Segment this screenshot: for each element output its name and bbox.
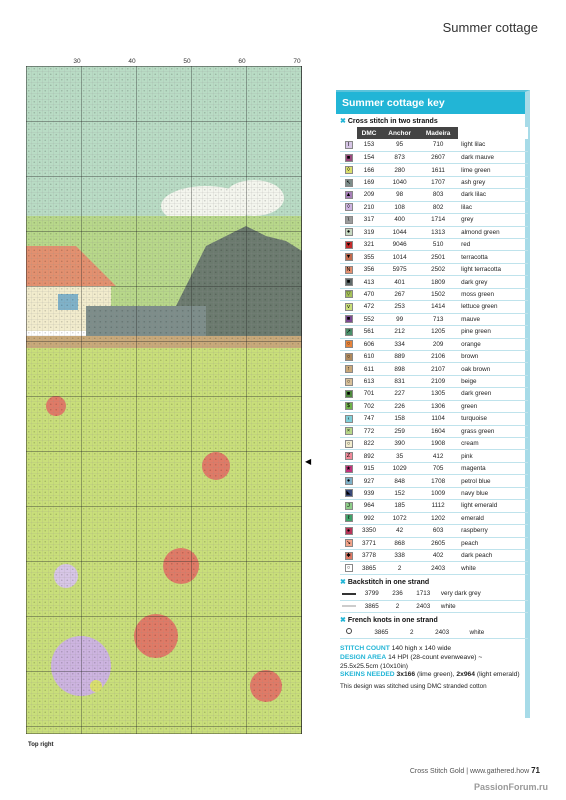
- cell-madeira: 802: [418, 201, 458, 213]
- cell-dmc: 3350: [357, 525, 381, 537]
- stitch-count: STITCH COUNT 140 high x 140 wide: [340, 645, 452, 653]
- table-row: 3865 2 2403 white: [340, 600, 528, 612]
- thread-symbol-icon: ▽: [346, 291, 351, 298]
- cell-dmc: 552: [357, 313, 381, 325]
- page-title: Summer cottage: [442, 20, 538, 35]
- cell-name: dark mauve: [458, 151, 528, 163]
- cell-madeira: 1112: [418, 500, 458, 512]
- thread-symbol-icon: v: [345, 303, 353, 311]
- cell-dmc: 3865: [357, 562, 381, 574]
- cell-madeira: 1104: [418, 413, 458, 425]
- cell-anchor: 1072: [381, 512, 418, 524]
- x-icon: ✖: [340, 118, 346, 125]
- cell-anchor: 227: [381, 388, 418, 400]
- table-row: [340, 214, 528, 226]
- x-icon: ✖: [340, 617, 346, 625]
- cell-name: terracotta: [458, 251, 528, 263]
- chart-grid: [26, 66, 302, 734]
- cell-name: turquoise: [458, 413, 528, 425]
- table-row: [340, 413, 528, 425]
- cell-name: lettuce green: [458, 301, 528, 313]
- backstitch-section-title: ✖ Backstitch in one strand: [340, 578, 430, 586]
- cell-anchor: 868: [381, 537, 418, 549]
- cell-madeira: 1908: [418, 438, 458, 450]
- thread-symbol-icon: ○: [345, 340, 353, 348]
- cell-name: almond green: [458, 226, 528, 238]
- cell-name: lilac: [458, 201, 528, 213]
- cell-name: brown: [458, 350, 528, 362]
- cell-name: red: [458, 239, 528, 251]
- cell-madeira: 2501: [418, 251, 458, 263]
- thread-symbol-icon: ×: [345, 427, 353, 435]
- cell-anchor: 212: [381, 326, 418, 338]
- thread-symbol-icon: ●: [345, 477, 353, 485]
- table-row: [340, 400, 528, 412]
- thread-symbol-icon: ↗: [346, 328, 351, 335]
- thread-symbol-icon: ★: [346, 465, 351, 472]
- cell-dmc: 210: [357, 201, 381, 213]
- cell-name: pine green: [458, 326, 528, 338]
- table-row: [340, 201, 528, 213]
- cell-anchor: 1029: [381, 462, 418, 474]
- cell-madeira: 2403: [418, 562, 458, 574]
- cell-madeira: 510: [418, 239, 458, 251]
- table-row: [340, 226, 528, 238]
- cross-stitch-section-title: ✖ Cross stitch in two strands: [340, 118, 438, 125]
- thread-symbol-icon: $: [345, 402, 353, 410]
- table-row: [340, 350, 528, 362]
- cell-anchor: 108: [381, 201, 418, 213]
- thread-symbol-icon: I: [345, 141, 353, 149]
- table-row: [340, 263, 528, 275]
- cell-dmc: 992: [357, 512, 381, 524]
- cell-dmc: 166: [357, 164, 381, 176]
- cell-madeira: 1306: [418, 400, 458, 412]
- table-row: [340, 487, 528, 499]
- cell-madeira: 1809: [418, 276, 458, 288]
- thread-symbol-icon: ◣: [346, 490, 351, 497]
- table-row: [340, 326, 528, 338]
- cell-madeira: 2605: [418, 537, 458, 549]
- table-row: [340, 338, 528, 350]
- cell-madeira: 1305: [418, 388, 458, 400]
- cell-anchor: 5975: [381, 263, 418, 275]
- cell-name: raspberry: [458, 525, 528, 537]
- cell-anchor: 158: [381, 413, 418, 425]
- cell-name: cream: [458, 438, 528, 450]
- cell-anchor: 95: [381, 139, 418, 151]
- cell-anchor: 400: [381, 214, 418, 226]
- backstitch-table: [340, 588, 528, 613]
- table-row: [340, 425, 528, 437]
- cell-madeira: 713: [418, 313, 458, 325]
- cell-madeira: 1205: [418, 326, 458, 338]
- table-row: [340, 189, 528, 201]
- cell-dmc: 939: [357, 487, 381, 499]
- table-row: [340, 500, 528, 512]
- cell-anchor: 873: [381, 151, 418, 163]
- cell-name: white: [458, 562, 528, 574]
- cell-name: lime green: [458, 164, 528, 176]
- axis-number-50: 50: [183, 58, 191, 65]
- cell-name: pink: [458, 450, 528, 462]
- thread-symbol-icon: ●: [345, 527, 353, 535]
- thread-symbol-icon: ▲: [345, 191, 352, 198]
- cell-anchor: 1044: [381, 226, 418, 238]
- cell-anchor: 898: [381, 363, 418, 375]
- cell-madeira: 1414: [418, 301, 458, 313]
- table-row: 3799 236 1713 very dark grey: [340, 588, 528, 600]
- table-row: [340, 363, 528, 375]
- thread-symbol-icon: Z: [345, 452, 353, 460]
- cell-name: navy blue: [458, 487, 528, 499]
- cell-dmc: 927: [357, 475, 381, 487]
- cell-madeira: 412: [418, 450, 458, 462]
- thread-symbol-icon: J: [345, 502, 353, 510]
- cell-anchor: 259: [381, 425, 418, 437]
- cell-dmc: 319: [357, 226, 381, 238]
- table-row: [340, 475, 528, 487]
- table-row: [340, 438, 528, 450]
- thread-symbol-icon: ↘: [346, 540, 351, 547]
- thread-symbol-icon: ○: [345, 564, 353, 572]
- cell-dmc: 606: [357, 338, 381, 350]
- key-panel: [336, 90, 530, 718]
- cell-dmc: 470: [357, 288, 381, 300]
- cell-dmc: 747: [357, 413, 381, 425]
- cell-madeira: 402: [418, 549, 458, 561]
- cell-name: light terracotta: [458, 263, 528, 275]
- cell-dmc: 561: [357, 326, 381, 338]
- cell-madeira: 1604: [418, 425, 458, 437]
- cell-dmc: 169: [357, 176, 381, 188]
- cell-dmc: 154: [357, 151, 381, 163]
- cell-madeira: 1714: [418, 214, 458, 226]
- cell-anchor: 831: [381, 375, 418, 387]
- thread-symbol-icon: ■: [345, 390, 353, 398]
- thread-symbol-icon: ▼: [345, 254, 352, 261]
- cell-madeira: 1502: [418, 288, 458, 300]
- cell-name: moss green: [458, 288, 528, 300]
- thread-symbol-icon: N: [345, 266, 353, 274]
- cross-stitch-table: [340, 127, 528, 575]
- cell-name: peach: [458, 537, 528, 549]
- french-knots-table: [340, 626, 528, 639]
- table-row: [340, 139, 528, 151]
- page-number: 71: [531, 766, 540, 775]
- cell-dmc: 701: [357, 388, 381, 400]
- cell-dmc: 153: [357, 139, 381, 151]
- cell-dmc: 892: [357, 450, 381, 462]
- cell-dmc: 472: [357, 301, 381, 313]
- cell-name: green: [458, 400, 528, 412]
- cell-name: petrol blue: [458, 475, 528, 487]
- cell-anchor: 280: [381, 164, 418, 176]
- thread-symbol-icon: ◊: [345, 203, 353, 211]
- cell-anchor: 185: [381, 500, 418, 512]
- table-row: [340, 288, 528, 300]
- cell-anchor: 42: [381, 525, 418, 537]
- cell-anchor: 152: [381, 487, 418, 499]
- cell-madeira: 1708: [418, 475, 458, 487]
- thread-symbol-icon: ○: [345, 378, 353, 386]
- cell-madeira: 705: [418, 462, 458, 474]
- cell-name: orange: [458, 338, 528, 350]
- thread-symbol-icon: ○: [345, 440, 353, 448]
- cell-name: beige: [458, 375, 528, 387]
- table-row: [340, 164, 528, 176]
- chart-section-label: Top right: [28, 742, 54, 748]
- table-row: [340, 562, 528, 574]
- thread-symbol-icon: \: [345, 216, 353, 224]
- key-title: Summer cottage key: [336, 92, 525, 114]
- cell-name: light emerald: [458, 500, 528, 512]
- cell-anchor: 35: [381, 450, 418, 462]
- table-row: [340, 462, 528, 474]
- axis-number-40: 40: [128, 58, 136, 65]
- column-header: DMC: [357, 127, 381, 139]
- cell-dmc: 964: [357, 500, 381, 512]
- thread-symbol-icon: ↑: [345, 365, 353, 373]
- thread-symbol-icon: ♥: [345, 241, 353, 249]
- cell-name: grey: [458, 214, 528, 226]
- table-row: [340, 525, 528, 537]
- cell-anchor: 2: [381, 562, 418, 574]
- thread-symbol-icon: ■: [345, 154, 353, 162]
- thread-symbol-icon: ↖: [346, 179, 351, 186]
- table-row: [340, 176, 528, 188]
- cell-anchor: 338: [381, 549, 418, 561]
- cell-anchor: 9046: [381, 239, 418, 251]
- cell-name: magenta: [458, 462, 528, 474]
- thread-note: This design was stitched using DMC stranded cotton: [340, 682, 487, 690]
- cell-anchor: 1014: [381, 251, 418, 263]
- cell-madeira: 603: [418, 525, 458, 537]
- column-header: Madeira: [418, 127, 458, 139]
- cell-name: emerald: [458, 512, 528, 524]
- thread-symbol-icon: ●: [345, 228, 353, 236]
- cell-madeira: 1313: [418, 226, 458, 238]
- cell-dmc: 702: [357, 400, 381, 412]
- table-row: 3865 2 2403 white: [340, 626, 528, 638]
- center-arrow-icon: ◀: [305, 457, 312, 466]
- skeins-needed: SKEINS NEEDED 3x166 (lime green), 2x964 (light emerald): [340, 671, 520, 679]
- table-row: [340, 375, 528, 387]
- cell-madeira: 1611: [418, 164, 458, 176]
- cell-anchor: 1040: [381, 176, 418, 188]
- cell-name: light lilac: [458, 139, 528, 151]
- cell-name: ash grey: [458, 176, 528, 188]
- cell-dmc: 356: [357, 263, 381, 275]
- table-row: [340, 450, 528, 462]
- cell-dmc: 822: [357, 438, 381, 450]
- cell-dmc: 355: [357, 251, 381, 263]
- cell-dmc: 611: [357, 363, 381, 375]
- cell-anchor: 253: [381, 301, 418, 313]
- cell-dmc: 772: [357, 425, 381, 437]
- cell-anchor: 390: [381, 438, 418, 450]
- cell-name: dark peach: [458, 549, 528, 561]
- table-row: [340, 301, 528, 313]
- cell-madeira: 2607: [418, 151, 458, 163]
- thread-symbol-icon: ○: [345, 353, 353, 361]
- cell-madeira: 803: [418, 189, 458, 201]
- cell-name: mauve: [458, 313, 528, 325]
- cell-dmc: 915: [357, 462, 381, 474]
- cell-madeira: 2106: [418, 350, 458, 362]
- cell-madeira: 2502: [418, 263, 458, 275]
- cell-anchor: 334: [381, 338, 418, 350]
- watermark: PassionForum.ru: [473, 782, 548, 792]
- french-knot-icon: [346, 628, 352, 634]
- cell-madeira: 1009: [418, 487, 458, 499]
- cell-dmc: 3778: [357, 549, 381, 561]
- cell-madeira: 2109: [418, 375, 458, 387]
- cell-anchor: 848: [381, 475, 418, 487]
- cell-dmc: 413: [357, 276, 381, 288]
- cell-dmc: 317: [357, 214, 381, 226]
- cell-dmc: 3771: [357, 537, 381, 549]
- thread-symbol-icon: ℓ: [345, 514, 353, 522]
- table-row: [340, 512, 528, 524]
- cell-name: grass green: [458, 425, 528, 437]
- table-row: [340, 239, 528, 251]
- cell-madeira: 710: [418, 139, 458, 151]
- cell-anchor: 267: [381, 288, 418, 300]
- column-header: Anchor: [381, 127, 418, 139]
- table-row: [340, 388, 528, 400]
- cell-anchor: 98: [381, 189, 418, 201]
- cell-madeira: 1707: [418, 176, 458, 188]
- thread-symbol-icon: ■: [345, 278, 353, 286]
- cell-madeira: 209: [418, 338, 458, 350]
- table-row: [340, 313, 528, 325]
- cell-madeira: 1202: [418, 512, 458, 524]
- thread-symbol-icon: ✱: [346, 552, 351, 559]
- cell-name: dark green: [458, 388, 528, 400]
- cross-stitch-chart: [26, 58, 304, 734]
- thread-symbol-icon: ‹: [345, 415, 353, 423]
- thread-symbol-icon: ■: [345, 315, 353, 323]
- cell-name: oak brown: [458, 363, 528, 375]
- cell-dmc: 610: [357, 350, 381, 362]
- backstitch-line-icon: [342, 593, 356, 595]
- design-area: DESIGN AREA 14 HPI (28-count evenweave) ~ 25.5x25.5cm (10x10in): [340, 653, 483, 670]
- axis-number-30: 30: [73, 58, 81, 65]
- table-row: [340, 537, 528, 549]
- french-knots-section-title: ✖ French knots in one strand: [340, 617, 438, 625]
- cell-anchor: 99: [381, 313, 418, 325]
- table-row: [340, 251, 528, 263]
- cell-name: dark lilac: [458, 189, 528, 201]
- table-row: [340, 276, 528, 288]
- cell-dmc: 209: [357, 189, 381, 201]
- table-row: [340, 549, 528, 561]
- cell-dmc: 321: [357, 239, 381, 251]
- x-icon: ✖: [340, 578, 346, 586]
- cell-name: dark grey: [458, 276, 528, 288]
- axis-number-60: 60: [238, 58, 246, 65]
- axis-number-70: 70: [293, 58, 301, 65]
- stitch-info: [336, 645, 525, 691]
- cell-anchor: 226: [381, 400, 418, 412]
- cell-madeira: 2107: [418, 363, 458, 375]
- cell-anchor: 401: [381, 276, 418, 288]
- thread-symbol-icon: ◊: [345, 166, 353, 174]
- cell-dmc: 613: [357, 375, 381, 387]
- page-footer: Cross Stitch Gold | www.gathered.how 71: [409, 766, 540, 775]
- table-row: [340, 151, 528, 163]
- cell-anchor: 889: [381, 350, 418, 362]
- backstitch-line-icon: [342, 605, 356, 607]
